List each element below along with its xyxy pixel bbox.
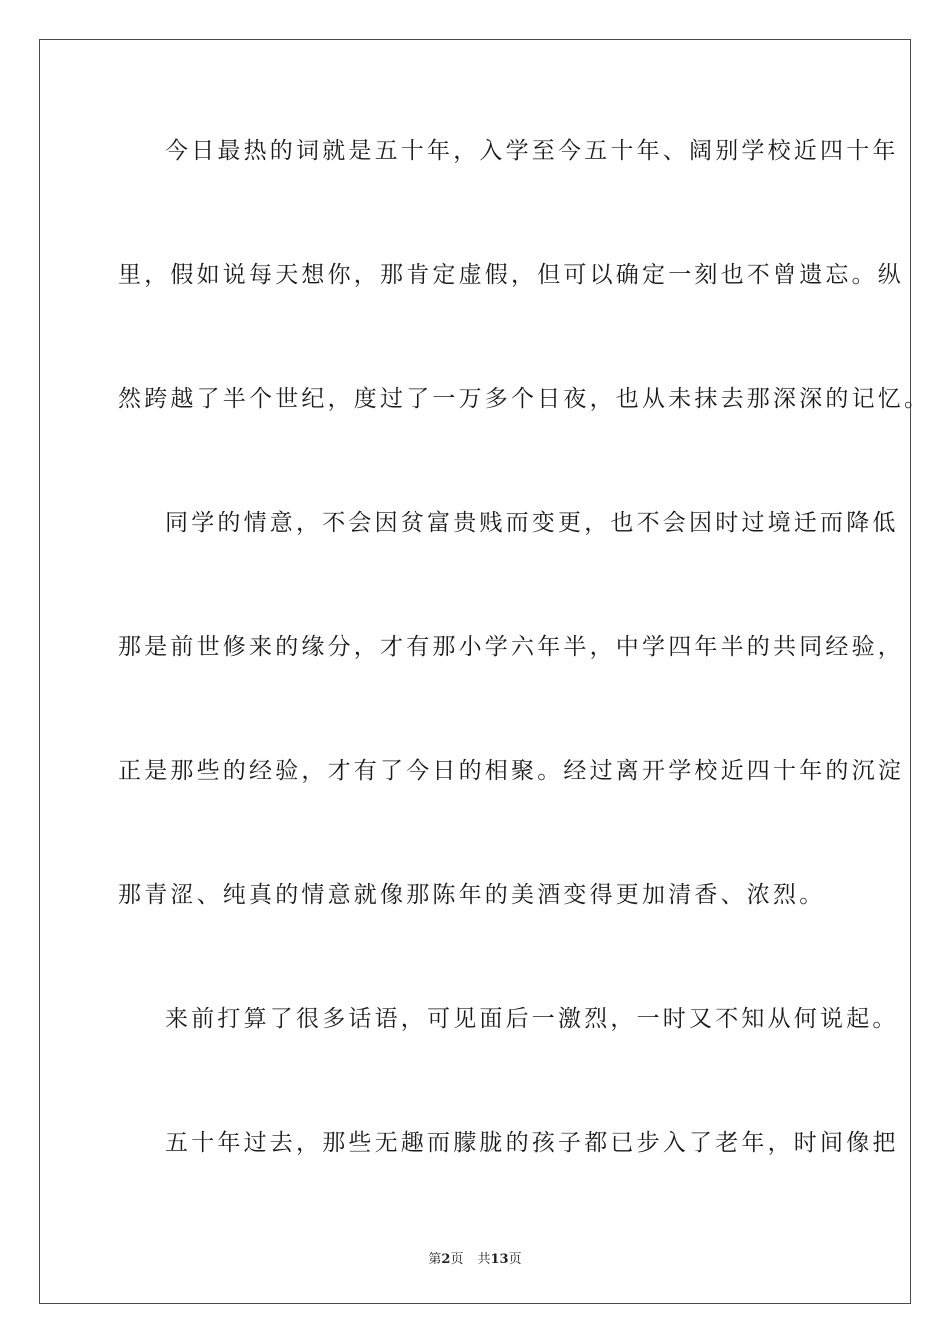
text-line-6: 正是那些的经验，才有了今日的相聚。经过离开学校近四十年的沉淀 [118,758,904,784]
text-line-9: 五十年过去，那些无趣而朦胧的孩子都已步入了老年，时间像把 [165,1130,899,1156]
text-line-5: 那是前世修来的缘分，才有那小学六年半，中学四年半的共同经验， [118,634,904,660]
text-line-8: 来前打算了很多话语，可见面后一激烈，一时又不知从何说起。 [165,1006,899,1032]
page-footer [0,1248,950,1267]
page-current: 2 [441,1252,451,1267]
page-prefix: 第 [428,1252,442,1267]
page-total: 13 [490,1252,509,1267]
text-line-3: 然跨越了半个世纪，度过了一万多个日夜，也从未抹去那深深的记忆。 [118,386,931,412]
text-line-4: 同学的情意，不会因贫富贵贱而变更，也不会因时过境迁而降低 [165,510,899,536]
text-line-7: 那青涩、纯真的情意就像那陈年的美酒变得更加清香、浓烈。 [118,882,826,908]
text-line-1: 今日最热的词就是五十年，入学至今五十年、阔别学校近四十年 [165,138,899,164]
page-suffix: 页 [450,1252,464,1267]
text-line-2: 里，假如说每天想你，那肯定虚假，但可以确定一刻也不曾遗忘。纵 [118,262,904,288]
total-prefix: 共 [477,1252,491,1267]
total-suffix: 页 [508,1252,522,1267]
page-border [39,39,911,1304]
